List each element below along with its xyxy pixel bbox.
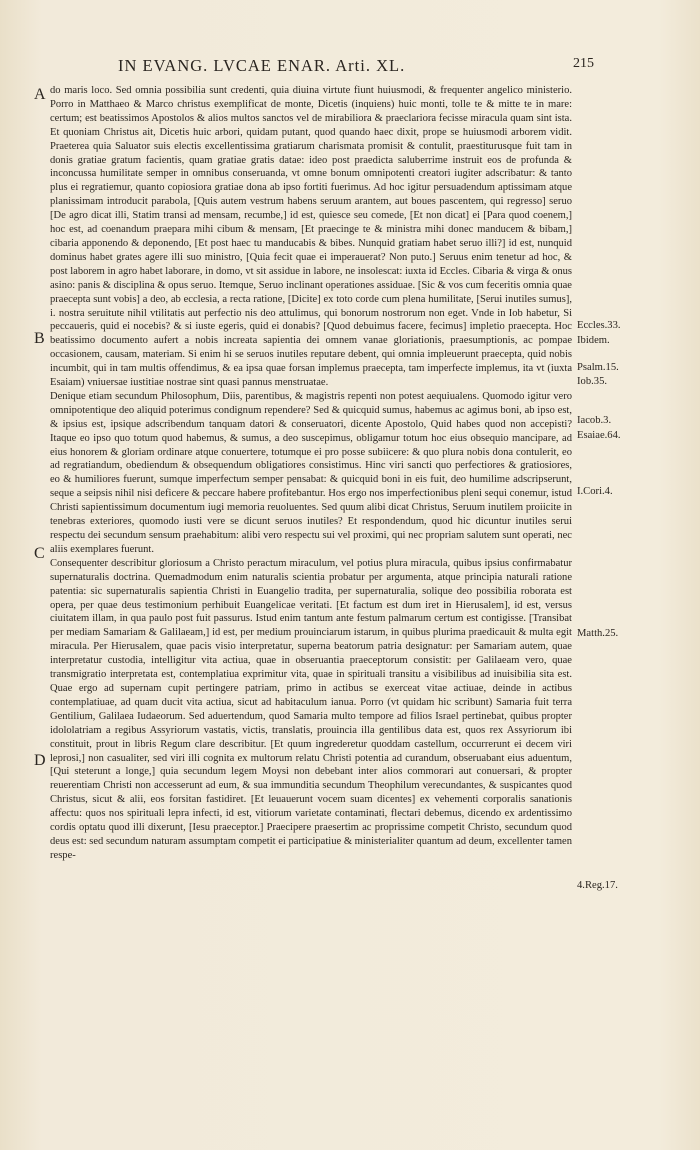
paragraph: Denique etiam secundum Philosophum, Diis, parentibus, & magistris repenti non potest aequiualens. Quomodo igitur vero omnipotentique deo aliquid poterimus condignum rependere? Sed & quicquid sumus, habemus ac agimus boni, ab ipso est, & ipsius est, ipsique adscribendum tanquam datori & conseruatori, dicente Apostolo, Quid habes quod non accepisti? Itaque eo ipso quo totum quod habemus, & sumus, a deo suscepimus, obligamur totum hoc eius obsequio mancipare, ad eius honorem & gloriam ordinare atque conuertere, totumque ei pro posse subiicere: & quo plura nobis dona contulerit, eo ad regratiandum, obediendum & obsequendum obligatiores consistimus. Hinc viri sancti quo perfectiores & gratiosiores, eo & humiliores fuerunt, sumque imperfectum semper pensabat: & quicquid boni in eis fuit, deo humilime adscripserunt, seque a seipsis nihil nisi deficere & peccare habere profitebantur. Hos ergo nos imperfectionibus pleni sequi conemur, istud Christi sapientissimum documentum iugi memoria reuoluentes. Sed quum alibi dicat Christus, Seruum inutilem proiicite in tenebras exteriores, quomodo iusti vere se dicunt seruos inutiles? Et respondendum, quod hic dicuntur inutiles serui respectu dei secundum sensum praehabitum: alibi vero respectu sui vel proximi, qui nec propriam salutem sunt operati, nec aliis exemplares fuerunt. (50, 390, 572, 555)
margin-note: Matth.25. (577, 628, 619, 639)
page-header (0, 56, 700, 80)
margin-note: Psalm.15. (577, 362, 619, 373)
section-letter-b: B (34, 330, 45, 347)
margin-note: 4.Reg.17. (577, 880, 618, 891)
section-letter-d: D (34, 752, 46, 769)
margin-note: Iacob.3. (577, 415, 612, 426)
margin-note: Ibidem. (577, 335, 610, 346)
paragraph: do maris loco. Sed omnia possibilia sunt credenti, quia diuina virtute fiunt huiusmodi, & frequenter angelico ministerio. Porro in Matthaeo & Marco christus exemplificat de monte, Dicetis (inquiens) huic monti, tolle te & mitte te in mare: certum; est beatissimos Apostolos & alios multos sanctos vel de mirabiliora & praeclariora fecisse miracula quam sint ista. Et quoniam Christus ait, Dicetis huic arbori, quidam putant, quod quando haec dixit, prope se huiusmodi arborem vidit. Praeterea quia Saluator suis electis excellentissima gratiarum charismata promisit & contulit, praestiturusque fuit tam in donis gratiae gratum facientis, quam gratiae gratis datae: ideo post praedicta saluberrime instruit eos de profunda & inconcussa humilitate semper in omnibus conseruanda, vt omne bonum omnipotenti creatori iugiter adscribatur: & tanto plus ei regratiemur, quanto copiosiora gratiae dona ab ipso fortiti fuerimus. Ad hoc igitur persuadendum aptissimam atque planissimam introducit parabola, [Quis autem vestrum habens seruum arantem, aut boues pascentem, qui regresso] seruo [De agro dicat illi, Statim transi ad mensam, recumbe,] id est, quiesce seu comede, [Et non dicat] ei [Para quod coenem,] hoc est, ad coenandum praepara mihi cibum & mensam, [Et praecinge te & ministra mihi donec manducem & bibam,] cibaria apponendo & deponendo, [Et post haec tu manducabis & bibes. Nunquid gratiam habet seruo illi?] id est, nunquid dominus habet grates agere illi suo ministro, [Quia fecit quae ei imperauerat? Non puto.] Seruus enim tenetur ad hoc, & post laborem in agro habet laborare, in domo, vt sit assidue in labore, ne insolescat: iuxta id Eccles. Cibaria & virga & onus asino: panis & disciplina & opus seruo. Itemque, Seruo inclinant operationes assiduae. [Sic & vos cum feceritis omnia quae praecepta sunt vobis] a deo, ab ecclesia, a recta ratione, [Dicite] ex toto corde cum plena humilitate, [Serui inutiles sumus], i. nostra seruitute nihil vtilitatis aut perfectio nis deo attulimus, qui bonorum nostrorum non eget. Vnde in Iob habetur, Si peccaueris, quid ei nocebis? & si iuste egeris, quid ei donabis? [Quod debuimus facere, fecimus] impletio praecepta. Hoc beatissimo documento aufert a nobis increata sapientia dei omnem vanae gloriationis, praesumptionis, ac pompae occasionem, causam, materiam. Si enim hi se seruos inutiles reputare debent, qui omnia impleuerunt praecepta, quid nobis incumbit, qui in tam multis offendimus, & ea ipsa quae forsan implemus praecepta, tam imperfecte implemus, ita vt (iuxta Esaiam) vniuersae iustitiae nostrae sint quasi pannus menstruatae. (50, 85, 572, 389)
margin-note: I.Cori.4. (577, 486, 613, 497)
margin-note: Esaiae.64. (577, 430, 621, 441)
section-letter-a: A (34, 86, 46, 103)
margin-note: Iob.35. (577, 376, 608, 387)
running-title: IN EVANG. LVCAE ENAR. Arti. XL. (118, 56, 406, 75)
section-letter-c: C (34, 545, 45, 562)
margin-note: Eccles.33. (577, 320, 621, 331)
main-text-column (50, 84, 572, 863)
page-number: 215 (573, 56, 594, 71)
paragraph: Consequenter describitur gloriosum a Christo peractum miraculum, vel potius plura miracula, quibus ipsius confirmabatur supernaturalis doctrina. Quemadmodum enim naturalis scientia probatur per argumenta, atque principia naturali ratione patentia: sic supernaturalis sapientia Christi in Euangelio tradita, per supernaturalia, solique deo possibilia roborata est operа, per quae deus testimonium perhibuit Euangelicae veritati. [Et factum est dum iret in Hierusalem], id est, versus ciuitatem illam, in qua paulo post fuit passurus. Istud enim tantum ante festum palmarum certum est contigisse. [Transibat per mediam Samariam & Galilaeam,] id est, per medium prouinciarum istarum, in quibus plurima praedicauit & multa egit miracula. Per Hierusalem, quae pacis visio interpretatur, superna beatorum patria designatur: per Samariam autem, quae interpretatur custodia, intelligitur vita actiua, quae in obseruantia praeceptorum consistit: per Galilaeam vero, quae transmigratio interpretata est, contemplatiua exprimitur vita, quae in spirituali transitu a visibilibus ad inuisibilia sita est. Quae ergo ad supernam cupit pertingere patriam, primo in actibus se exerceat vitae actiuae, deinde in actibus contemplatiuae, ad quam ducit vita actiua, sicut ad habitaculum ianua. Porro (vt quidam hic scribunt) Samaria fuit terra Gentilium, Galilaea Iudaeorum. Sed aduertendum, quod Samaria multo tempore ad filios Israel pertinebat, quibus propter idololatriam a regibus Assyriorum vastatis, victis, translatis, prouincia illa gentilibus data est, quos rex Assyriorum ibi constituit, prout in libris Regum clare describitur. [Et quum ingrederetur quoddam castellum, occurrerunt ei decem viri leprosi,] non casualiter, sed viri illi cognita ex multorum relatu Christi potentia ad curandum, obseruabant eius aduentum, [Qui steterunt a longe,] quia secundum legem Moysi non debebant inter alios commorari aut conuersari, & propter reuerentiam Christi non accesserunt ad eum, & sua immunditia secundum Theophilum verecundantes, & suspicantes quod Christus, sicut & alii, eos forsitan fastidiret. [Et leuauerunt vocem suam dicentes] ex vehementi corporalis sanationis affectu: quos nos spirituali lepra infecti, id est, vitiorum varietate contaminati, flectari debemus, dicendo ex ardentissimo cordis optatu quod illi dixerunt, [Iesu praeceptor.] Praecipere praesertim ac proprissime competit Christo, secundum quod deus est: sed secundum naturam assumptam competit ei participatiue & ministerialiter quantum ad deum, excellenter tamen respe- (50, 557, 572, 861)
